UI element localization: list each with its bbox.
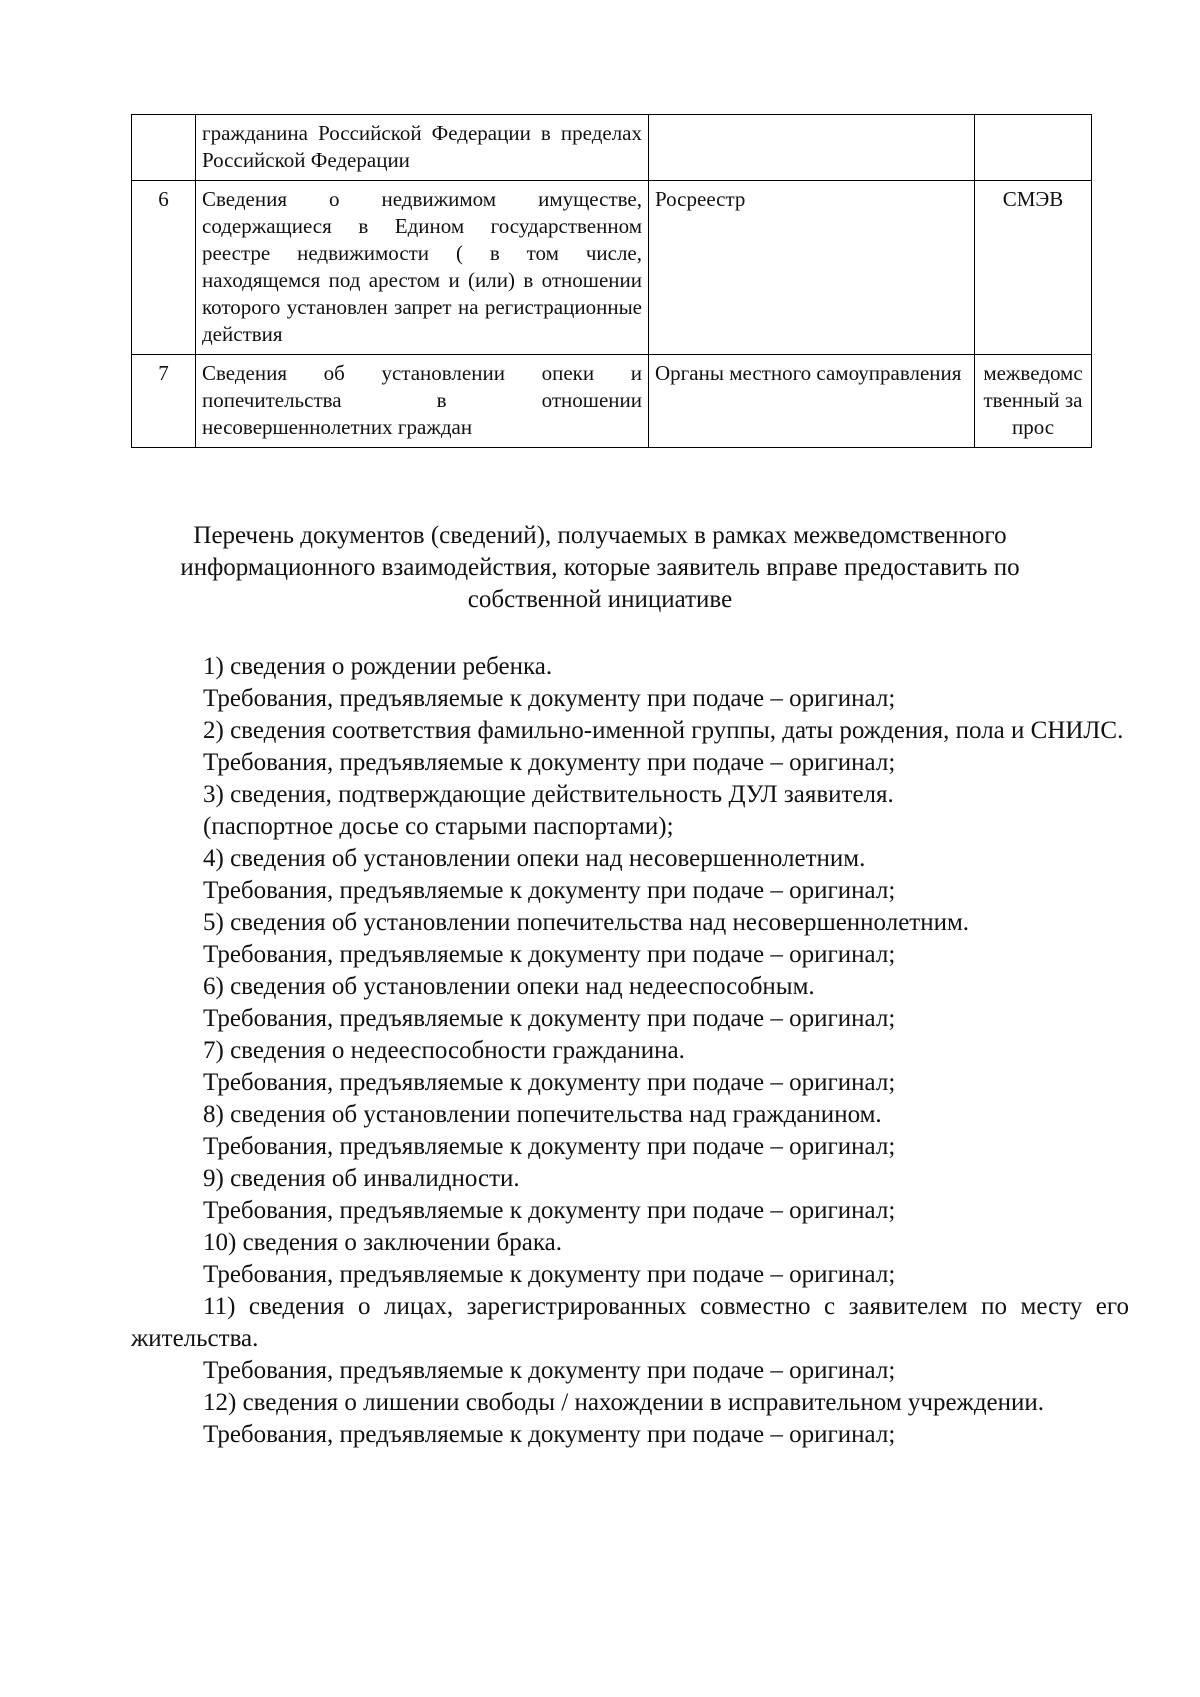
paragraph: 5) сведения об установлении попечительства над несовершеннолетним. <box>203 909 970 936</box>
paragraph: Требования, предъявляемые к документу при подаче – оригинал; <box>203 749 896 776</box>
row-method: межведомственный запрос <box>975 355 1092 448</box>
paragraph: 1) сведения о рождении ребенка. <box>203 653 553 680</box>
row-description: Сведения об установлении опеки и попечительства в отношении несовершеннолетних граждан <box>196 355 649 448</box>
paragraph: Требования, предъявляемые к документу при подаче – оригинал; <box>203 1197 896 1224</box>
row-number <box>132 115 196 181</box>
paragraph: Требования, предъявляемые к документу при подаче – оригинал; <box>203 1421 896 1448</box>
paragraph: Требования, предъявляемые к документу при подаче – оригинал; <box>203 1133 896 1160</box>
row-number: 6 <box>132 181 196 355</box>
paragraph: Требования, предъявляемые к документу при подаче – оригинал; <box>203 1261 896 1288</box>
document-table <box>131 114 1092 448</box>
document-body <box>131 651 1129 1451</box>
paragraph: Требования, предъявляемые к документу при подаче – оригинал; <box>203 877 896 904</box>
row-method <box>975 115 1092 181</box>
row-method: СМЭВ <box>975 181 1092 355</box>
paragraph: 7) сведения о недееспособности гражданина. <box>203 1037 685 1064</box>
row-provider: Органы местного самоуправления <box>649 355 975 448</box>
row-provider <box>649 115 975 181</box>
paragraph: 3) сведения, подтверждающие действительность ДУЛ заявителя. <box>203 781 894 808</box>
row-provider: Росреестр <box>649 181 975 355</box>
paragraph: 10) сведения о заключении брака. <box>203 1229 562 1256</box>
paragraph: Требования, предъявляемые к документу при подаче – оригинал; <box>203 1069 896 1096</box>
row-description: Сведения о недвижимом имуществе, содержащиеся в Едином государственном реестре недвижимости ( в том числе, находящемся под арестом и (или) в отношении которого установлен запрет на регистрационные действия <box>196 181 649 355</box>
paragraph: Требования, предъявляемые к документу при подаче – оригинал; <box>203 685 896 712</box>
table-row <box>132 355 1092 448</box>
paragraph: (паспортное досье со старыми паспортами); <box>203 813 674 840</box>
row-description: гражданина Российской Федерации в пределах Российской Федерации <box>196 115 649 181</box>
table-row <box>132 181 1092 355</box>
paragraph: 12) сведения о лишении свободы / нахождении в исправительном учреждении. <box>203 1389 1045 1416</box>
paragraph: 6) сведения об установлении опеки над недееспособным. <box>203 973 815 1000</box>
paragraph: 4) сведения об установлении опеки над несовершеннолетним. <box>203 845 866 872</box>
paragraph: Требования, предъявляемые к документу при подаче – оригинал; <box>203 1005 896 1032</box>
paragraph: 2) сведения соответствия фамильно-именной группы, даты рождения, пола и СНИЛС. <box>203 717 1124 744</box>
paragraph: 9) сведения об инвалидности. <box>203 1165 520 1192</box>
row-number: 7 <box>132 355 196 448</box>
paragraph: 11) сведения о лицах, зарегистрированных совместно с заявителем по месту его жительства. <box>131 1293 1129 1352</box>
section-heading: Перечень документов (сведений), получаемых в рамках межведомственного информационного взаимодействия, которые заявитель вправе предоставить по собственной инициативе <box>180 522 1020 613</box>
paragraph: Требования, предъявляемые к документу при подаче – оригинал; <box>203 1357 896 1384</box>
paragraph: Требования, предъявляемые к документу при подаче – оригинал; <box>203 941 896 968</box>
table-row <box>132 115 1092 181</box>
paragraph: 8) сведения об установлении попечительства над гражданином. <box>203 1101 882 1128</box>
